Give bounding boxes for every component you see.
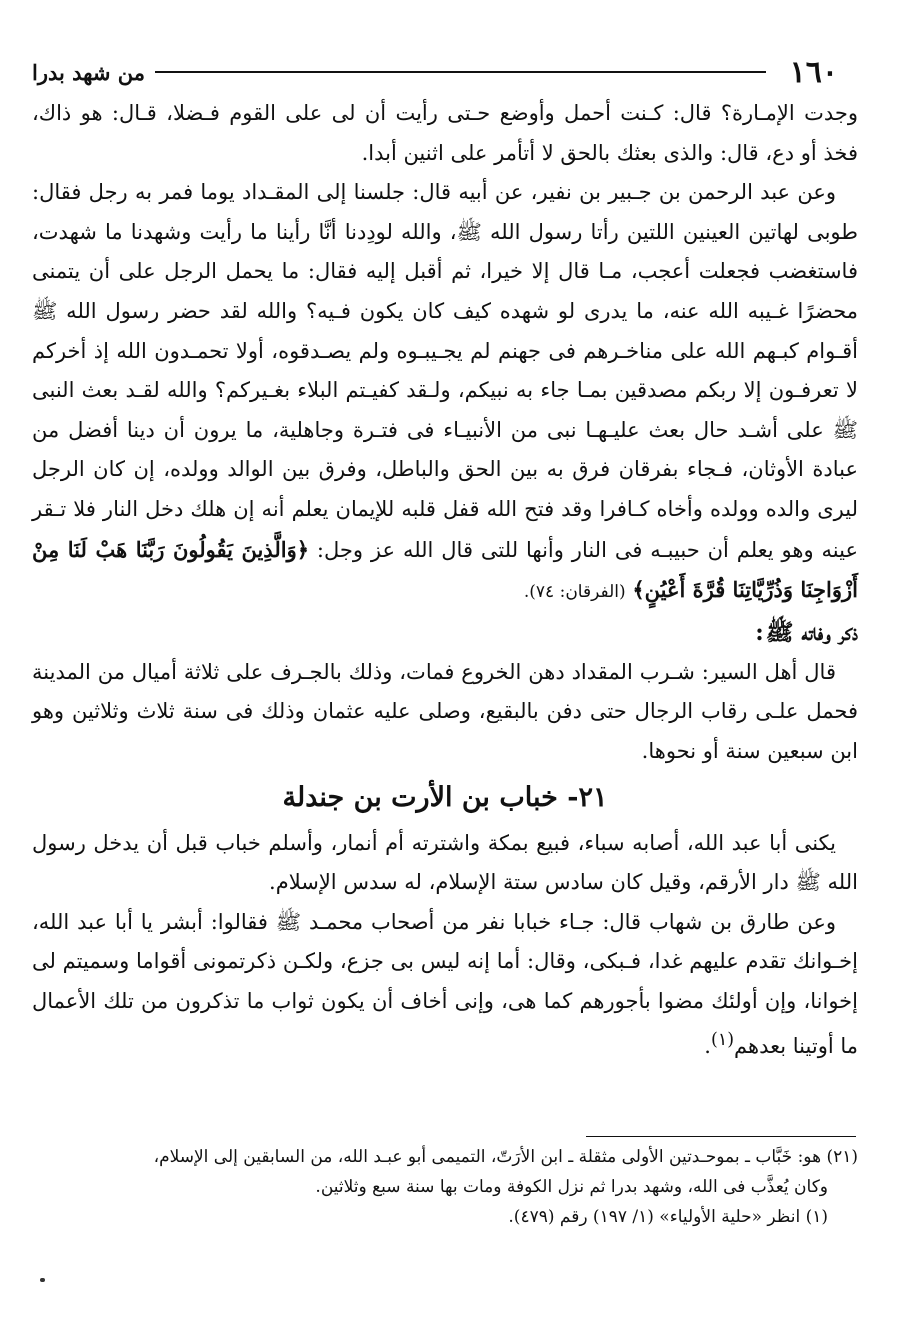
page-number: ١٦٠ xyxy=(789,54,838,90)
scan-speck xyxy=(40,1278,45,1282)
footnote-separator xyxy=(586,1136,856,1137)
footnotes xyxy=(32,1142,858,1232)
section-heading-death xyxy=(32,613,858,653)
section-heading-colon: : xyxy=(755,618,764,646)
header-rule xyxy=(155,71,766,73)
paragraph-khabbab-story-text: وعن طارق بن شهاب قال: جـاء خبابا نفر من أصحاب محمـد ﷺ فقالوا: أبشر يا أبا عبد الله، إخـوانك تقدم عليهم غدا، فـبكى، وقال: أما إنه ليس بى جزع، ولكـن ذكرتمونى أقواما وسميتم لى إخوانا، وإن أولئك مضوا بأجورهم كما هى، وإنى أخاف أن يكون ثواب ما تذكرون من تلك الأعمال ما أوتينا بعدهم xyxy=(32,909,858,1059)
paragraph-continuation: وجدت الإمـارة؟ قال: كـنت أحمل وأوضع حـتى رأيت أن لى على القوم فـضلا، قـال: هو ذاك، فخذ أو دع، قال: والذى بعثك بالحق لا أتأمر على اثنين أبدا. xyxy=(32,101,858,165)
page-body xyxy=(32,94,858,1067)
paragraph-khabbab-intro: يكنى أبا عبد الله، أصابه سباء، فبيع بمكة واشترته أم أنمار، وأسلم خباب قبل أن يدخل رسول الله ﷺ دار الأرقم، وقيل كان سادس ستة الإسلام، له سدس الإسلام. xyxy=(32,830,858,895)
page-header xyxy=(32,52,838,92)
paragraph-miqdad-story xyxy=(32,173,858,613)
running-title: من شهد بدرا xyxy=(32,59,145,85)
footnote-1: (١) انظر «حلية الأولياء» (١/ ١٩٧) رقم (٤٧٩). xyxy=(508,1207,828,1227)
paragraph-miqdad-text: وعن عبد الرحمن بن جـبير بن نفير، عن أبيه قال: جلسنا إلى المقـداد يوما فمر به رجل فقال: طوبى لهاتين العينين اللتين رأتا رسول الله ﷺ، والله لودِدنا أنَّا رأينا ما رأيت وشهدنا ما شهدت، فاستغضب فجعلت أعجب، مـا قال إلا خيرا، ثم أقبل إليه فقال: ما يحمل الرجل على أن يتمنى محضرًا غـيبه الله عنه، ما يدرى لو شهده كيف كان يكون فـيه؟ والله لقد حضر رسول الله ﷺ أقـوام كبـهم الله على مناخـرهم فى جهنم لم يجـيبـوه ولم يصـدقوه، أولا تحمـدون الله إذ أخركم لا تعرفـون إلا ربكم مصدقين بمـا جاء به نبيكم، ولـقد كفيـتم البلاء بغـيركم؟ والله لقـد بعث النبى ﷺ على أشـد حال بعث عليـهـا نبى من الأنبيـاء فى فتـرة وجاهلية، ما يرون أن دينا أفضل من عبادة الأوثان، فـجاء بفرقان فرق به بين الحق والباطل، وفرق بين الوالد وولده، إن كان الرجل ليرى والده وولده وأخاه كـافرا وقد فتح الله قفل قلبه للإيمان يعلم أنه إن هلك دخل النار فلا تـقر عينه وهو يعلم أن حبيبـه فى النار وأنها للتى قال الله عز وجل: xyxy=(32,180,858,562)
paragraph-end-mark: . xyxy=(704,1034,711,1059)
footnote-21-line2: وكان يُعذَّب فى الله، وشهد بدرا ثم نزل الكوفة ومات بها سنة سبع وثلاثين. xyxy=(315,1177,828,1197)
quran-reference: (الفرقان: ٧٤). xyxy=(523,582,626,603)
paragraph-death: قال أهل السير: شـرب المقداد دهن الخروع فمات، وذلك بالجـرف على ثلاثة أميال من المدينة فحمل علـى رقاب الرجال حتى دفن بالبقيع، وصلى عليه عثمان وذلك فى سنة ثلاث وثلاثين وهو ابن سبعين سنة أو نحوها. xyxy=(32,659,858,763)
paragraph-khabbab-story xyxy=(32,903,858,1067)
quran-verse: ﴿وَالَّذِينَ يَقُولُونَ رَبَّنَا هَبْ لَنَا مِنْ أَزْوَاجِنَا وَذُرِّيَّاتِنَا قُرَّةَ أَعْيُنٍ﴾ xyxy=(32,536,858,603)
footnote-21-line1: (٢١) هو: خَبَّاب ـ بموحـدتين الأولى مثقلة ـ ابن الأرَتّ، التميمى أبو عبـد الله، من السابقين إلى الإسلام، xyxy=(153,1147,858,1167)
section-heading-death-text: ذكر وفاته ﷺ xyxy=(765,618,858,646)
footnote-marker: (١) xyxy=(710,1030,735,1051)
biography-heading: ٢١- خباب بن الأرت بن جندلة xyxy=(282,781,608,813)
